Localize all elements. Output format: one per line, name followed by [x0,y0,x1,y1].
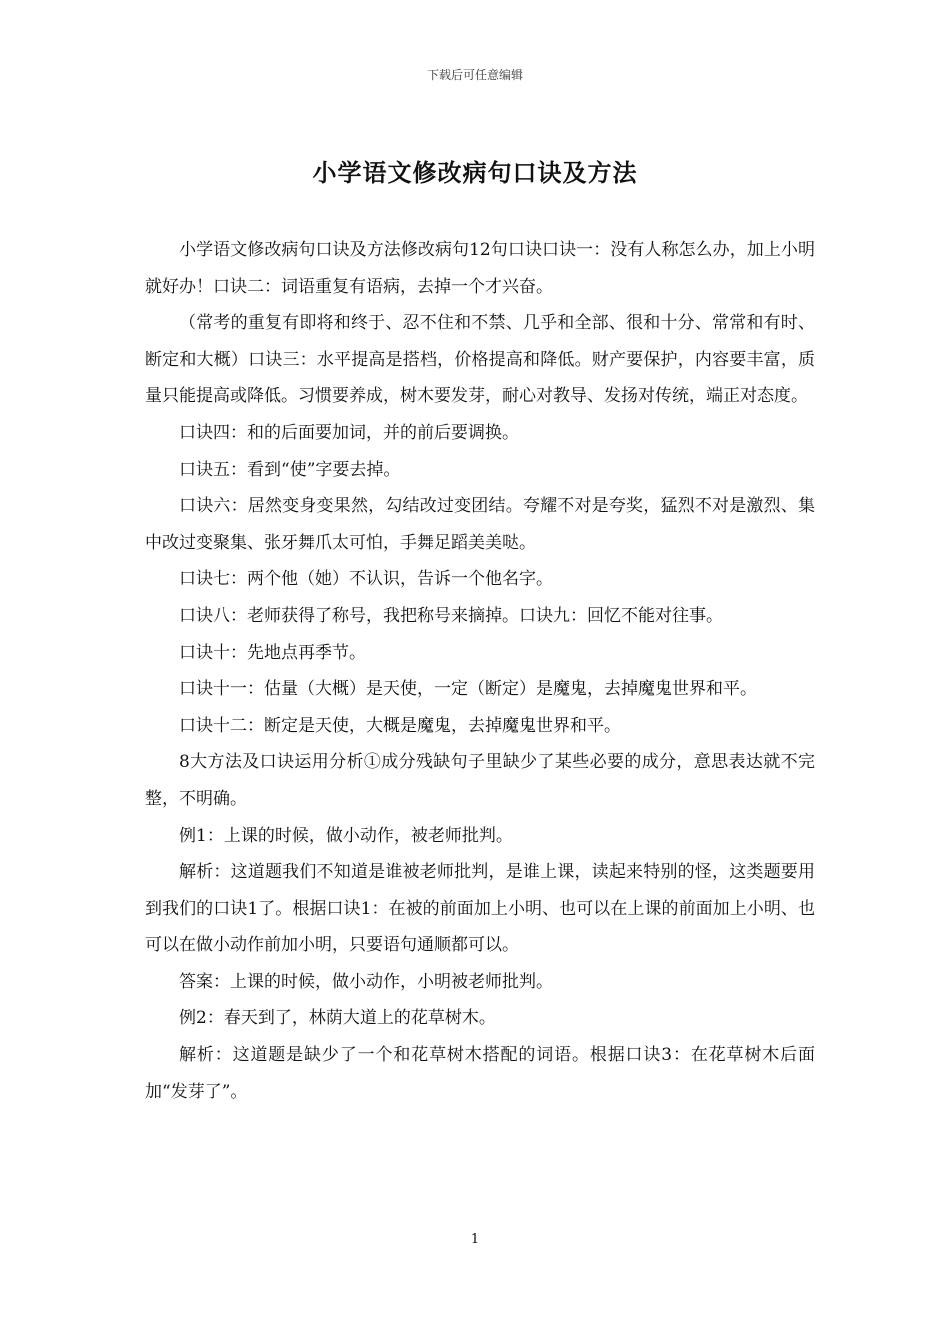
paragraph: 口诀八：老师获得了称号，我把称号来摘掉。口诀九：回忆不能对往事。 [179,605,723,626]
paragraph: 口诀四：和的后面要加词，并的前后要调换。 [179,422,519,443]
paragraph: 口诀七：两个他（她）不认识，告诉一个他名字。 [179,569,553,590]
paragraph: 例1：上课的时候，做小动作，被老师批判。 [179,825,513,846]
paragraph: 解析：这道题我们不知道是谁被老师批判，是谁上课，读起来特别的怪，这类题要用到我们的口诀1了。根据口诀1：在被的前面加上小明、也可以在上课的前面加上小明、也可以在做小动作前加小明，只要语句通顺都可以。 [145,862,815,956]
paragraph: （常考的重复有即将和终于、忍不住和不禁、几乎和全部、很和十分、常常和有时、断定和大概）口诀三：水平提高是搭档，价格提高和降低。财产要保护，内容要丰富，质量只能提高或降低。习惯要养成，树木要发芽，耐心对教导、发扬对传统，端正对态度。 [145,313,815,407]
document-title: 小学语文修改病句口诀及方法 [312,159,638,187]
paragraph: 8大方法及口诀运用分析①成分残缺句子里缺少了某些必要的成分，意思表达就不完整，不明确。 [145,752,815,809]
paragraph: 小学语文修改病句口诀及方法修改病句12句口诀口诀一：没有人称怎么办，加上小明就好办！口诀二：词语重复有语病，去掉一个才兴奋。 [145,240,815,297]
paragraph: 答案：上课的时候，做小动作，小明被老师批判。 [179,971,553,992]
paragraph: 口诀五：看到“使”字要去掉。 [179,459,401,480]
paragraph: 例2：春天到了，林荫大道上的花草树木。 [179,1008,496,1029]
paragraph: 口诀六：居然变身变果然，勾结改过变团结。夸耀不对是夸奖，猛烈不对是激烈、集中改过变聚集、张牙舞爪太可怕，手舞足蹈美美哒。 [145,496,815,553]
page-header-note: 下载后可任意编辑 [426,68,523,82]
document-body [145,232,815,1110]
paragraph: 口诀十二：断定是天使，大概是魔鬼，去掉魔鬼世界和平。 [179,715,621,736]
paragraph: 口诀十：先地点再季节。 [179,642,366,663]
paragraph: 解析：这道题是缺少了一个和花草树木搭配的词语。根据口诀3：在花草树木后面加“发芽了”。 [145,1045,815,1102]
page-number: 1 [470,1232,480,1247]
paragraph: 口诀十一：估量（大概）是天使，一定（断定）是魔鬼，去掉魔鬼世界和平。 [179,679,757,700]
